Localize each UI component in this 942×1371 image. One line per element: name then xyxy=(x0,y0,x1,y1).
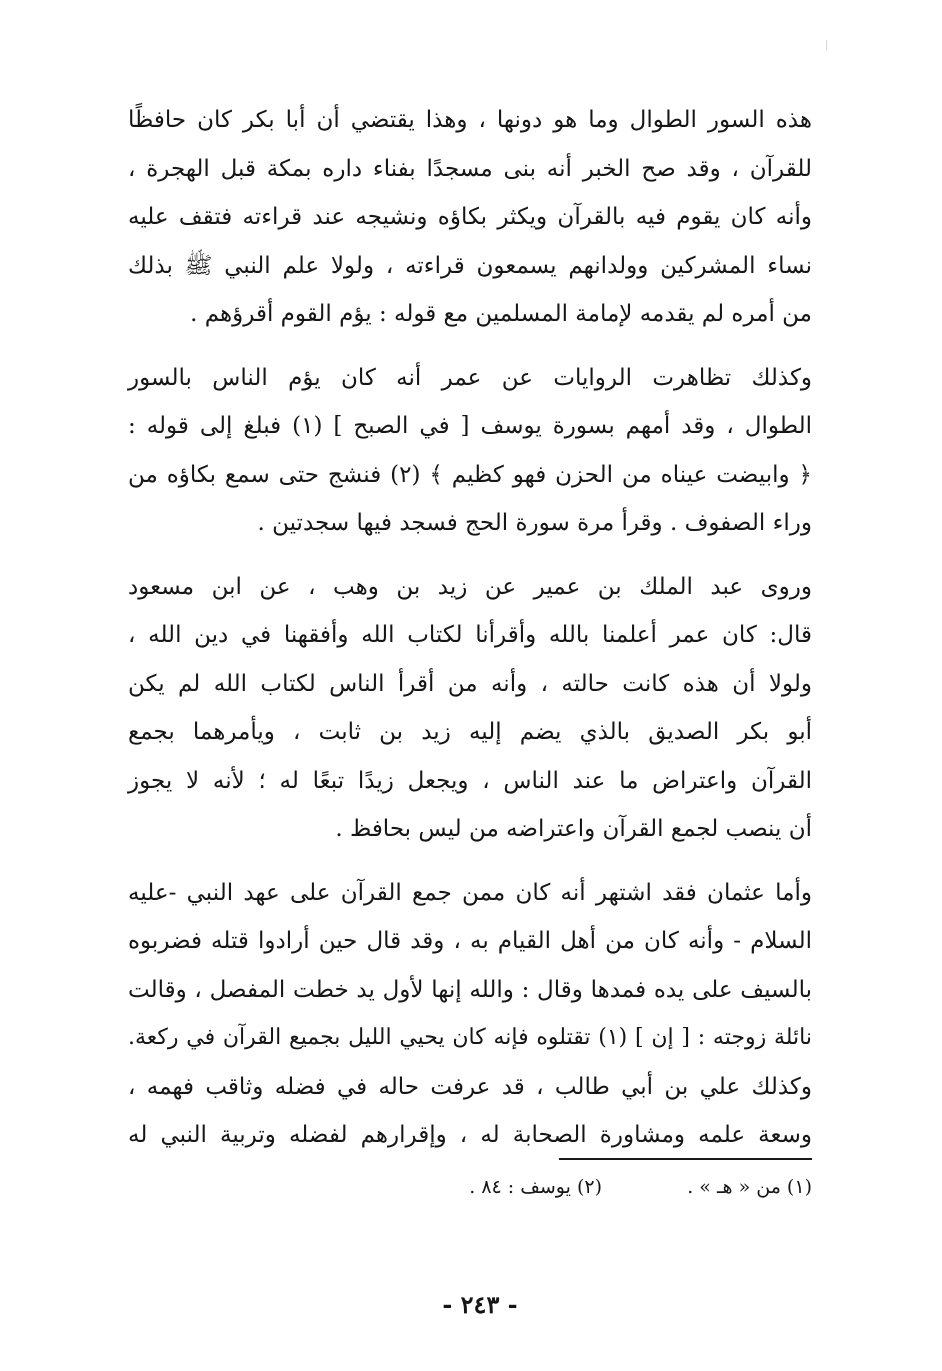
paragraph xyxy=(128,869,812,1160)
page-number: - ٢٤٣ - xyxy=(442,1290,518,1319)
footnote-divider xyxy=(559,1158,812,1160)
text-line: وسعة علمه ومشاورة الصحابة له ، وإقرارهم لفضله وتربية النبي له xyxy=(128,1122,812,1148)
paragraph xyxy=(128,96,812,339)
text-line: السلام - وأنه كان من أهل القيام به ، وقد قال حين أرادوا قتله فضربوه xyxy=(128,928,812,954)
paragraph xyxy=(128,563,812,854)
text-line: هذه السور الطوال وما هو دونها ، وهذا يقتضي أن أبا بكر كان حافظًا xyxy=(128,107,812,133)
main-text xyxy=(128,96,812,1160)
text-line: ﴿ وابيضت عيناه من الحزن فهو كظيم ﴾ (٢) فنشج حتى سمع بكاؤه من xyxy=(128,461,812,488)
footnote-2: (٢) يوسف : ٨٤ . xyxy=(469,1176,602,1198)
text-line: ولولا أن هذه كانت حالته ، وأنه من أقرأ الناس لكتاب الله لم يكن xyxy=(128,670,812,697)
text-line: وأما عثمان فقد اشتهر أنه كان ممن جمع القرآن على عهد النبي -عليه xyxy=(128,879,812,906)
text-line: قال: كان عمر أعلمنا بالله وأقرأنا لكتاب الله وأفقهنا في دين الله ، xyxy=(128,622,812,648)
text-line: أبو بكر الصديق بالذي يضم إليه زيد بن ثابت ، ويأمرهما بجمع xyxy=(128,719,812,745)
text-line: نساء المشركين وولدانهم يسمعون قراءته ، ولولا علم النبي ﷺ بذلك xyxy=(128,252,812,279)
text-line: بالسيف على يده فمدها وقال : والله إنها لأول يد خطت المفصل ، وقالت xyxy=(128,976,812,1003)
paragraph xyxy=(128,354,812,548)
scan-mark xyxy=(826,40,827,50)
text-line: أن ينصب لجمع القرآن واعتراضه من ليس بحافظ . xyxy=(335,816,812,842)
text-line: من أمره لم يقدمه لإمامة المسلمين مع قوله : يؤم القوم أقرؤهم . xyxy=(190,301,812,327)
text-line: وروى عبد الملك بن عمير عن زيد بن وهب ، عن ابن مسعود xyxy=(128,573,812,600)
text-line: وأنه كان يقوم فيه بالقرآن ويكثر بكاؤه ونشيجه عند قراءته فتقف عليه xyxy=(128,204,812,230)
text-line: وكذلك علي بن أبي طالب ، قد عرفت حاله في فضله وثاقب فهمه ، xyxy=(128,1073,812,1100)
footnotes xyxy=(330,1172,812,1202)
text-line: القرآن واعتراض ما عند الناس ، ويجعل زيدًا تبعًا له ؛ لأنه لا يجوز xyxy=(128,767,812,794)
text-line: وكذلك تظاهرت الروايات عن عمر أنه كان يؤم الناس بالسور xyxy=(128,364,812,391)
text-line: الطوال ، وقد أمهم بسورة يوسف [ في الصبح ] (١) فبلغ إلى قوله : xyxy=(128,413,812,439)
text-line: للقرآن ، وقد صح الخبر أنه بنى مسجدًا بفناء داره بمكة قبل الهجرة ، xyxy=(128,155,812,182)
text-line: نائلة زوجته : [ إن ] (١) تقتلوه فإنه كان يحيي الليل بجميع القرآن في ركعة. xyxy=(128,1025,812,1050)
footnote-1: (١) من « هـ » . xyxy=(687,1176,812,1198)
text-line: وراء الصفوف . وقرأ مرة سورة الحج فسجد فيها سجدتين . xyxy=(257,510,812,536)
